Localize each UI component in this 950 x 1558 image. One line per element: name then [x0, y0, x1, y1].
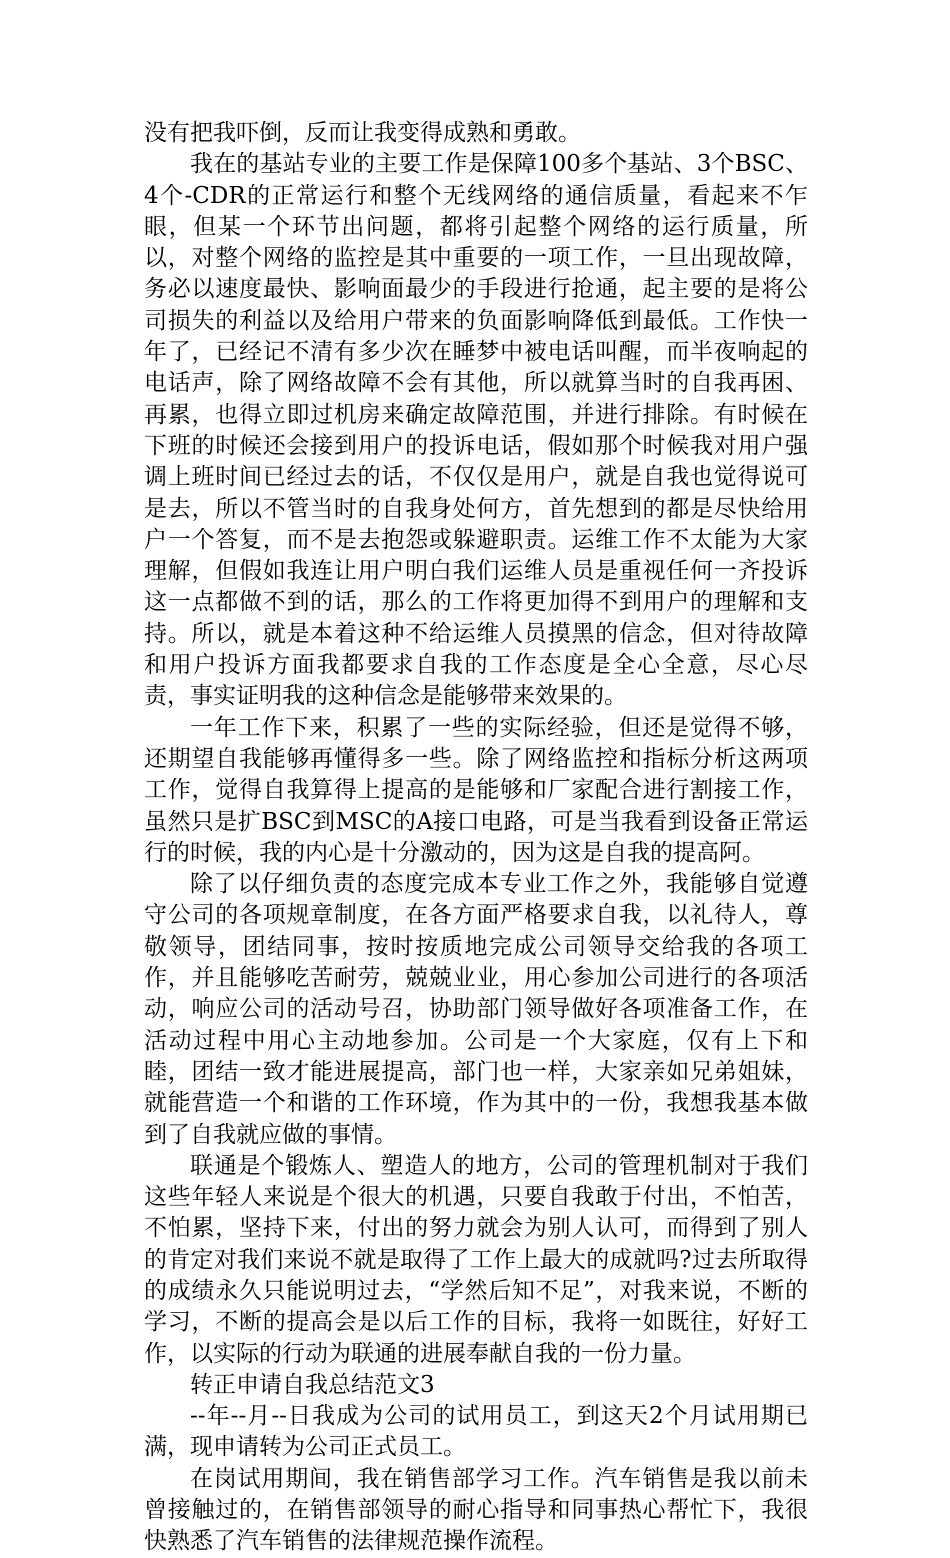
paragraph-3: 一年工作下来，积累了一些的实际经验，但还是觉得不够，还期望自我能够再懂得多一些。除了网络监控和指标分析这两项工作，觉得自我算得上提高的是能够和厂家配合进行割接工作，虽然只是扩BSC到MSC的A接口电路，可是当我看到设备正常运行的时候，我的内心是十分激动的，因为这是自我的提高阿。 [144, 714, 808, 866]
paragraph-8: 在岗试用期间，我在销售部学习工作。汽车销售是我以前未曾接触过的，在销售部领导的耐心指导和同事热心帮忙下，我很快熟悉了汽车销售的法律规范操作流程。 [144, 1465, 808, 1555]
section-heading: 转正申请自我总结范文3 [190, 1371, 435, 1398]
paragraph-2: 我在的基站专业的主要工作是保障100多个基站、3个BSC、4个-CDR的正常运行和整个无线网络的通信质量，看起来不乍眼，但某一个环节出问题，都将引起整个网络的运行质量，所以，对整个网络的监控是其中重要的一项工作，一旦出现故障，务必以速度最快、影响面最少的手段进行抢通，起主要的是将公司损失的利益以及给用户带来的负面影响降低到最低。工作快一年了，已经记不清有多少次在睡梦中被电话叫醒，而半夜响起的电话声，除了网络故障不会有其他，所以就算当时的自我再困、再累，也得立即过机房来确定故障范围，并进行排除。有时候在下班的时候还会接到用户的投诉电话，假如那个时候我对用户强调上班时间已经过去的话，不仅仅是用户，就是自我也觉得说可是去，所以不管当时的自我身处何方，首先想到的都是尽快给用户一个答复，而不是去抱怨或躲避职责。运维工作不太能为大家理解，但假如我连让用户明白我们运维人员是重视任何一齐投诉这一点都做不到的话，那么的工作将更加得不到用户的理解和支持。所以，就是本着这种不给运维人员摸黑的信念，但对待故障和用户投诉方面我都要求自我的工作态度是全心全意，尽心尽责，事实证明我的这种信念是能够带来效果的。 [144, 151, 808, 710]
document-body [144, 118, 808, 1558]
paragraph-4: 除了以仔细负责的态度完成本专业工作之外，我能够自觉遵守公司的各项规章制度，在各方面严格要求自我，以礼待人，尊敬领导，团结同事，按时按质地完成公司领导交给我的各项工作，并且能够吃苦耐劳，兢兢业业，用心参加公司进行的各项活动，响应公司的活动号召，协助部门领导做好各项准备工作，在活动过程中用心主动地参加。公司是一个大家庭，仅有上下和睦，团结一致才能进展提高，部门也一样，大家亲如兄弟姐妹，就能营造一个和谐的工作环境，作为其中的一份，我想我基本做到了自我就应做的事情。 [144, 871, 808, 1148]
paragraph-7: --年--月--日我成为公司的试用员工，到这天2个月试用期已满，现申请转为公司正式员工。 [144, 1403, 808, 1461]
paragraph-1: 没有把我吓倒，反而让我变得成熟和勇敢。 [144, 120, 581, 146]
paragraph-5: 联通是个锻炼人、塑造人的地方，公司的管理机制对于我们这些年轻人来说是个很大的机遇，只要自我敢于付出，不怕苦，不怕累，坚持下来，付出的努力就会为别人认可，而得到了别人的肯定对我们来说不就是取得了工作上最大的成就吗?过去所取得的成绩永久只能说明过去，“学然后知不足”，对我来说，不断的学习，不断的提高会是以后工作的目标，我将一如既往，好好工作，以实际的行动为联通的进展奉献自我的一份力量。 [144, 1152, 808, 1367]
